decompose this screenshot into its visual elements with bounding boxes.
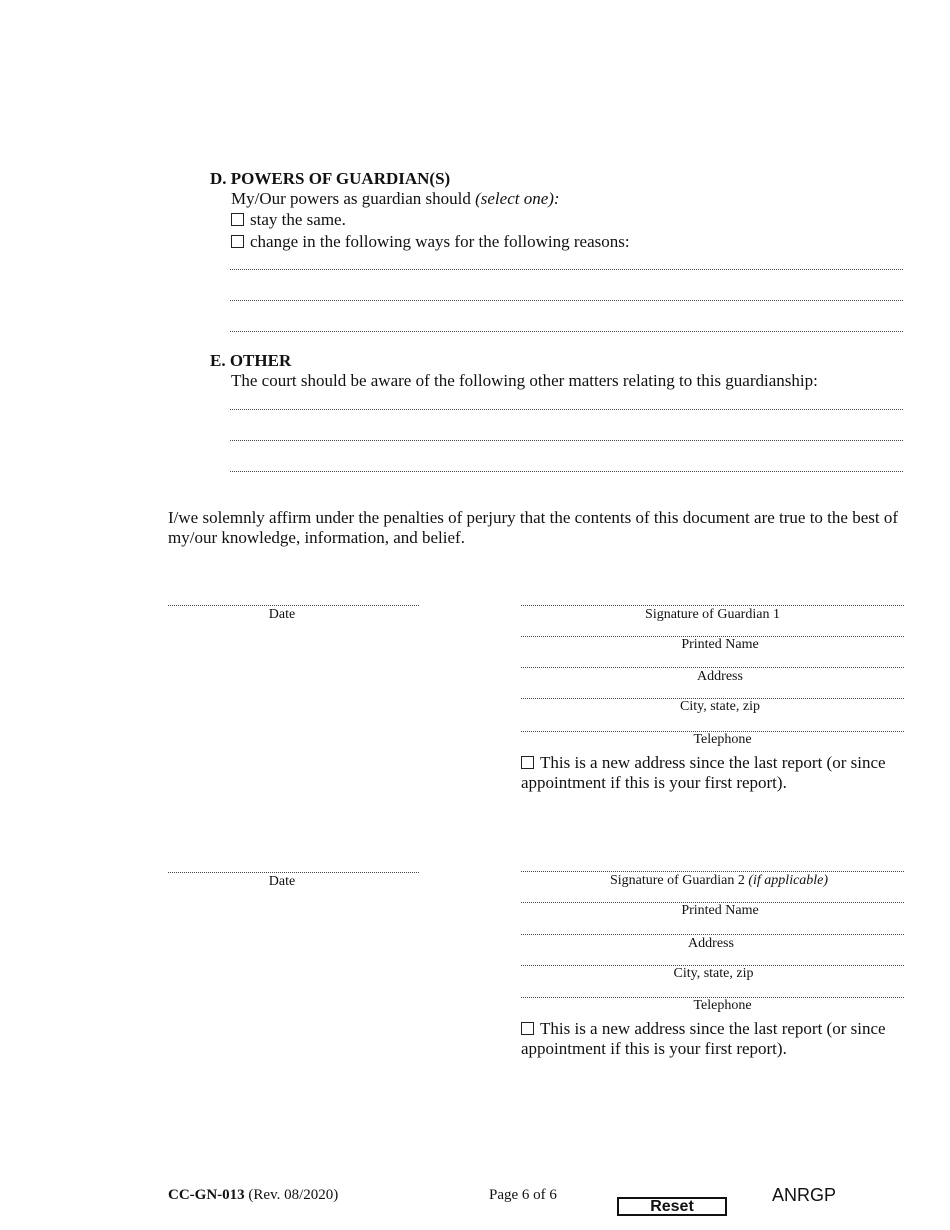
other-line-2[interactable] (230, 440, 903, 441)
reasons-line-1[interactable] (230, 269, 903, 270)
telephone-label-2: Telephone (693, 998, 752, 1013)
city-label-2: City, state, zip (673, 966, 754, 981)
signature-line-2[interactable] (521, 871, 904, 872)
section-d-prompt-text: My/Our powers as guardian should (231, 189, 476, 208)
other-line-1[interactable] (230, 409, 903, 410)
new-address-option-1[interactable] (521, 753, 906, 793)
printed-name-label-2: Printed Name (681, 903, 759, 918)
page-number: Page 6 of 6 (489, 1187, 557, 1203)
new-address-option-2[interactable] (521, 1019, 906, 1059)
address-line-1[interactable] (521, 667, 904, 668)
option-change[interactable] (231, 232, 630, 252)
section-d-heading: D. POWERS OF GUARDIAN(S) (210, 169, 451, 188)
city-label-1: City, state, zip (680, 699, 760, 714)
form-code: CC-GN-013 (168, 1187, 245, 1203)
signature-label-2 (521, 873, 917, 889)
checkbox-new-address-1[interactable] (521, 756, 534, 769)
option-change-label: change in the following ways for the following reasons: (250, 232, 630, 251)
date-label-2: Date (268, 874, 296, 889)
section-d-prompt (231, 189, 560, 209)
signature-label-2-italic: (if applicable) (748, 873, 829, 888)
section-e-prompt: The court should be aware of the following other matters relating to this guardianship: (231, 371, 818, 390)
option-stay-same-label: stay the same. (250, 210, 346, 229)
signature-line-1[interactable] (521, 605, 904, 606)
date-label-1: Date (268, 607, 296, 622)
new-address-text-1: This is a new address since the last report (or since appointment if this is your first report). (521, 753, 886, 792)
new-address-text-2: This is a new address since the last report (or since appointment if this is your first report). (521, 1019, 886, 1058)
address-label-1: Address (697, 669, 743, 684)
checkbox-new-address-2[interactable] (521, 1022, 534, 1035)
form-id (168, 1186, 338, 1204)
telephone-label-1: Telephone (693, 732, 752, 747)
checkbox-change[interactable] (231, 235, 244, 248)
signature-label-2-text: Signature of Guardian 2 (609, 873, 749, 888)
reset-button[interactable]: Reset (617, 1197, 727, 1216)
printed-name-label-1: Printed Name (681, 637, 759, 652)
reasons-line-3[interactable] (230, 331, 903, 332)
section-e-heading: E. OTHER (210, 351, 292, 370)
address-label-2: Address (688, 936, 734, 951)
form-code-tag: ANRGP (772, 1185, 837, 1205)
address-line-2[interactable] (521, 934, 904, 935)
affirmation-text: I/we solemnly affirm under the penalties of perjury that the contents of this document are true to the best of my/our knowledge, information, and belief. (168, 508, 898, 547)
checkbox-stay-same[interactable] (231, 213, 244, 226)
reasons-line-2[interactable] (230, 300, 903, 301)
form-revision: (Rev. 08/2020) (244, 1187, 339, 1203)
signature-label-1: Signature of Guardian 1 (645, 607, 780, 622)
section-d-prompt-italic: (select one): (475, 189, 560, 208)
date-line-1[interactable] (168, 605, 419, 606)
other-line-3[interactable] (230, 471, 903, 472)
date-line-2[interactable] (168, 872, 419, 873)
option-stay-same[interactable] (231, 210, 346, 230)
